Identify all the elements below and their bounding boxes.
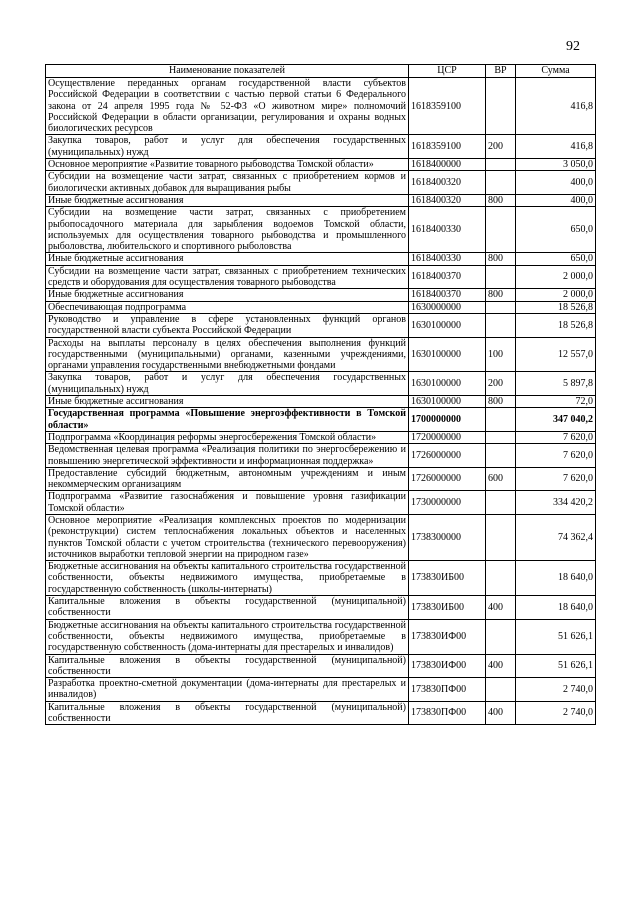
cell-name: Основное мероприятие «Реализация комплексных проектов по модернизации (реконструкции) систем теплоснабжения локальных объектов и населенных пунктов Томской области с учетом строительства (технического перевооружения) источников выработки тепловой энергии на природном газе» — [46, 514, 409, 560]
cell-name: Государственная программа «Повышение энергоэффективности в Томской области» — [46, 408, 409, 432]
table-row — [46, 561, 596, 596]
cell-sum: 18 526,8 — [516, 313, 596, 337]
cell-sum: 72,0 — [516, 396, 596, 408]
column-header-vr: ВР — [486, 65, 516, 78]
cell-csr: 1618400320 — [409, 194, 486, 206]
cell-sum: 2 000,0 — [516, 289, 596, 301]
cell-vr: 400 — [486, 701, 516, 725]
table-row — [46, 654, 596, 678]
cell-vr — [486, 159, 516, 171]
cell-name: Бюджетные ассигнования на объекты капитального строительства государственной собственности, объекты недвижимого имущества, приобретаемые в государственную собственность (дома-интернаты для престарелых и инвалидов) — [46, 619, 409, 654]
cell-name: Закупка товаров, работ и услуг для обеспечения государственных (муниципальных) нужд — [46, 135, 409, 159]
cell-name: Иные бюджетные ассигнования — [46, 253, 409, 265]
cell-vr: 400 — [486, 654, 516, 678]
cell-sum: 51 626,1 — [516, 654, 596, 678]
cell-vr: 200 — [486, 372, 516, 396]
cell-sum: 5 897,8 — [516, 372, 596, 396]
cell-csr: 1630100000 — [409, 396, 486, 408]
table-row — [46, 396, 596, 408]
cell-csr: 1738300000 — [409, 514, 486, 560]
table-row — [46, 313, 596, 337]
cell-sum: 400,0 — [516, 171, 596, 195]
cell-csr: 1730000000 — [409, 491, 486, 515]
cell-sum: 416,8 — [516, 135, 596, 159]
cell-csr: 1630100000 — [409, 313, 486, 337]
cell-csr: 1618400330 — [409, 253, 486, 265]
table-row — [46, 701, 596, 725]
cell-csr: 1726000000 — [409, 467, 486, 491]
cell-vr: 800 — [486, 253, 516, 265]
cell-name: Осуществление переданных органам государственной власти субъектов Российской Федерации в соответствии с частью первой статьи 6 Федерального закона от 24 апреля 1995 года № 52-ФЗ «О животном мире» полномочий Российской Федерации в области организации, регулирования и охраны водных биологических ресурсов — [46, 78, 409, 135]
cell-sum: 650,0 — [516, 207, 596, 253]
cell-vr — [486, 313, 516, 337]
cell-name: Капитальные вложения в объекты государственной (муниципальной) собственности — [46, 654, 409, 678]
cell-csr: 1618400370 — [409, 289, 486, 301]
table-row — [46, 444, 596, 468]
cell-name: Подпрограмма «Развитие газоснабжения и повышение уровня газификации Томской области» — [46, 491, 409, 515]
cell-vr — [486, 444, 516, 468]
cell-vr — [486, 265, 516, 289]
cell-name: Предоставление субсидий бюджетным, автономным учреждениям и иным некоммерческим организациям — [46, 467, 409, 491]
table-row — [46, 467, 596, 491]
cell-csr: 1618400370 — [409, 265, 486, 289]
cell-csr: 1720000000 — [409, 431, 486, 443]
cell-name: Иные бюджетные ассигнования — [46, 396, 409, 408]
cell-csr: 173830ИФ00 — [409, 619, 486, 654]
table-row — [46, 514, 596, 560]
cell-vr — [486, 514, 516, 560]
cell-vr — [486, 678, 516, 702]
table-row — [46, 491, 596, 515]
cell-name: Капитальные вложения в объекты государственной (муниципальной) собственности — [46, 596, 409, 620]
table-row — [46, 171, 596, 195]
cell-sum: 18 640,0 — [516, 596, 596, 620]
cell-name: Иные бюджетные ассигнования — [46, 194, 409, 206]
table-row — [46, 431, 596, 443]
cell-name: Руководство и управление в сфере установленных функций органов государственной власти субъекта Российской Федерации — [46, 313, 409, 337]
table-row — [46, 265, 596, 289]
cell-name: Основное мероприятие «Развитие товарного рыбоводства Томской области» — [46, 159, 409, 171]
cell-vr — [486, 408, 516, 432]
cell-sum: 51 626,1 — [516, 619, 596, 654]
cell-vr — [486, 171, 516, 195]
cell-vr — [486, 301, 516, 313]
cell-sum: 416,8 — [516, 78, 596, 135]
cell-sum: 2 740,0 — [516, 678, 596, 702]
table-row — [46, 159, 596, 171]
cell-csr: 173830ИБ00 — [409, 596, 486, 620]
cell-sum: 334 420,2 — [516, 491, 596, 515]
cell-sum: 18 526,8 — [516, 301, 596, 313]
cell-vr: 800 — [486, 194, 516, 206]
page-number: 92 — [566, 39, 580, 54]
cell-vr: 400 — [486, 596, 516, 620]
cell-vr — [486, 78, 516, 135]
cell-vr — [486, 491, 516, 515]
table-row — [46, 207, 596, 253]
cell-name: Субсидии на возмещение части затрат, связанных с приобретением технических средств и оборудования для осуществления товарного рыбоводства — [46, 265, 409, 289]
cell-sum: 18 640,0 — [516, 561, 596, 596]
cell-name: Субсидии на возмещение части затрат, связанных с приобретением рыбопосадочного материала для зарыбления водоемов Томской области, используемых для осуществления товарного рыбоводства и промышленного рыболовства, любительского и спортивного рыболовства — [46, 207, 409, 253]
cell-csr: 1630100000 — [409, 372, 486, 396]
table-row — [46, 78, 596, 135]
cell-vr: 800 — [486, 396, 516, 408]
cell-csr: 1700000000 — [409, 408, 486, 432]
table-row — [46, 135, 596, 159]
cell-csr: 1618400330 — [409, 207, 486, 253]
cell-name: Бюджетные ассигнования на объекты капитального строительства государственной собственности, объекты недвижимого имущества, приобретаемые в государственную собственность (школы-интернаты) — [46, 561, 409, 596]
cell-csr: 173830ПФ00 — [409, 701, 486, 725]
cell-sum: 3 050,0 — [516, 159, 596, 171]
budget-table — [45, 64, 596, 725]
cell-csr: 1630100000 — [409, 337, 486, 372]
cell-csr: 1726000000 — [409, 444, 486, 468]
table-row — [46, 289, 596, 301]
cell-name: Закупка товаров, работ и услуг для обеспечения государственных (муниципальных) нужд — [46, 372, 409, 396]
column-header-name: Наименование показателей — [46, 65, 409, 78]
cell-name: Иные бюджетные ассигнования — [46, 289, 409, 301]
table-row — [46, 372, 596, 396]
column-header-sum: Сумма — [516, 65, 596, 78]
cell-csr: 1618400000 — [409, 159, 486, 171]
table-header-row — [46, 65, 596, 78]
cell-sum: 650,0 — [516, 253, 596, 265]
table-row — [46, 253, 596, 265]
table-row — [46, 337, 596, 372]
table-row — [46, 678, 596, 702]
table-row — [46, 194, 596, 206]
table-row — [46, 619, 596, 654]
cell-name: Капитальные вложения в объекты государственной (муниципальной) собственности — [46, 701, 409, 725]
cell-csr: 1618400320 — [409, 171, 486, 195]
cell-sum: 2 740,0 — [516, 701, 596, 725]
cell-name: Расходы на выплаты персоналу в целях обеспечения выполнения функций государственными (муниципальными) органами, казенными учреждениями, органами управления государственными внебюджетными фондами — [46, 337, 409, 372]
cell-csr: 1630000000 — [409, 301, 486, 313]
cell-vr — [486, 619, 516, 654]
cell-csr: 173830ИФ00 — [409, 654, 486, 678]
cell-name: Ведомственная целевая программа «Реализация политики по энергосбережению и повышению энергетической эффективности и информационная поддержка» — [46, 444, 409, 468]
cell-vr: 600 — [486, 467, 516, 491]
cell-vr — [486, 207, 516, 253]
table-row — [46, 408, 596, 432]
table-row — [46, 596, 596, 620]
cell-csr: 1618359100 — [409, 135, 486, 159]
cell-name: Субсидии на возмещение части затрат, связанных с приобретением кормов и биологически активных добавок для выращивания рыбы — [46, 171, 409, 195]
cell-vr — [486, 561, 516, 596]
cell-csr: 1618359100 — [409, 78, 486, 135]
cell-sum: 7 620,0 — [516, 444, 596, 468]
cell-csr: 173830ПФ00 — [409, 678, 486, 702]
cell-sum: 400,0 — [516, 194, 596, 206]
cell-sum: 2 000,0 — [516, 265, 596, 289]
cell-vr: 200 — [486, 135, 516, 159]
table-row — [46, 301, 596, 313]
cell-sum: 12 557,0 — [516, 337, 596, 372]
cell-sum: 347 040,2 — [516, 408, 596, 432]
cell-name: Разработка проектно-сметной документации (дома-интернаты для престарелых и инвалидов) — [46, 678, 409, 702]
column-header-csr: ЦСР — [409, 65, 486, 78]
cell-csr: 173830ИБ00 — [409, 561, 486, 596]
cell-vr: 100 — [486, 337, 516, 372]
cell-vr: 800 — [486, 289, 516, 301]
cell-name: Подпрограмма «Координация реформы энергосбережения Томской области» — [46, 431, 409, 443]
cell-sum: 74 362,4 — [516, 514, 596, 560]
cell-sum: 7 620,0 — [516, 431, 596, 443]
cell-sum: 7 620,0 — [516, 467, 596, 491]
cell-vr — [486, 431, 516, 443]
cell-name: Обеспечивающая подпрограмма — [46, 301, 409, 313]
